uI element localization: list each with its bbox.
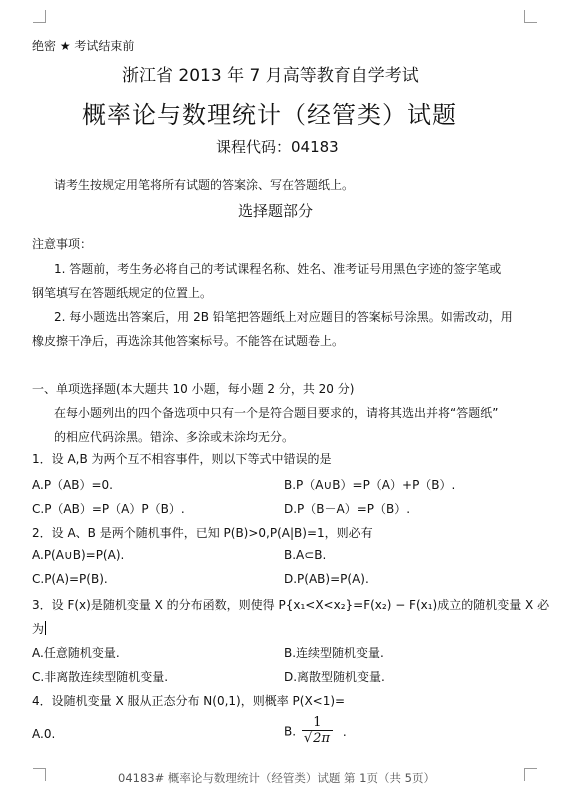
- note-1-line-2: 钢笔填写在答题纸规定的位置上。: [32, 286, 213, 300]
- q2-option-d: D.P(AB)=P(A).: [284, 572, 369, 586]
- page-footer: 04183# 概率论与数理统计（经管类）试题 第 1页（共 5页）: [118, 771, 435, 785]
- section-title: 选择题部分: [238, 202, 314, 220]
- q3-option-d: D.离散型随机变量.: [284, 670, 385, 684]
- q1-option-c: C.P（AB）=P（A）P（B）.: [32, 502, 185, 516]
- crop-mark-top-right: [524, 10, 537, 23]
- fraction-denominator: [302, 730, 333, 747]
- text-cursor: [45, 621, 46, 635]
- q2-option-c: C.P(A)=P(B).: [32, 572, 108, 586]
- secret-label: 绝密 ★ 考试结束前: [32, 39, 135, 53]
- crop-mark-bottom-left: [33, 768, 46, 781]
- q3-stem-line-1: 3．设 F(x)是随机变量 X 的分布函数，则使得 P{x₁<X<x₂}=F(x₂) − F(x₁)成立的随机变量 X 必: [32, 598, 550, 612]
- q4-option-b-label: B.: [284, 724, 297, 739]
- part1-desc-line-2: 的相应代码涂黑。错涂、多涂或未涂均无分。: [54, 430, 295, 444]
- note-2-line-2: 橡皮擦干净后，再选涂其他答案标号。不能答在试题卷上。: [32, 334, 345, 348]
- q2-stem: 2．设 A、B 是两个随机事件，已知 P(B)>0,P(A|B)=1，则必有: [32, 526, 373, 540]
- fraction-one-over-sqrt-two-pi: [302, 716, 333, 747]
- part1-heading: 一、单项选择题(本大题共 10 小题，每小题 2 分，共 20 分): [32, 382, 355, 396]
- q3-option-c: C.非离散连续型随机变量.: [32, 670, 169, 684]
- q3-stem-line-2: [32, 620, 46, 637]
- q1-option-d: D.P（B－A）=P（B）.: [284, 502, 411, 516]
- crop-mark-top-left: [33, 10, 46, 23]
- q3-option-a: A.任意随机变量.: [32, 646, 120, 660]
- q2-option-a: A.P(A∪B)=P(A).: [32, 548, 125, 562]
- instruction-text: 请考生按规定用笔将所有试题的答案涂、写在答题纸上。: [54, 178, 355, 192]
- fraction-numerator: 1: [313, 715, 322, 730]
- q3-stem-end: 为: [32, 622, 45, 636]
- page-title: 概率论与数理统计（经管类）试题: [82, 101, 457, 129]
- q4-option-b: [284, 716, 347, 747]
- course-code: 课程代码：04183: [216, 138, 339, 156]
- q3-option-b: B.连续型随机变量.: [284, 646, 384, 660]
- notes-heading: 注意事项：: [32, 237, 93, 251]
- q2-option-b: B.A⊂B.: [284, 548, 327, 562]
- sqrt-sign: √: [303, 731, 313, 746]
- q1-option-a: A.P（AB）=0.: [32, 478, 113, 492]
- note-2-line-1: 2. 每小题选出答案后，用 2B 铅笔把答题纸上对应题目的答案标号涂黑。如需改动，用: [54, 310, 513, 324]
- sqrt-radicand: 2π: [313, 731, 330, 746]
- crop-mark-bottom-right: [524, 768, 537, 781]
- exam-name: 浙江省 2013 年 7 月高等教育自学考试: [122, 66, 419, 86]
- part1-desc-line-1: 在每小题列出的四个备选项中只有一个是符合题目要求的，请将其选出并将“答题纸”: [54, 406, 499, 420]
- q4-option-a: A.0.: [32, 727, 56, 741]
- q4-option-b-period: .: [342, 724, 347, 739]
- q1-stem: 1．设 A,B 为两个互不相容事件，则以下等式中错误的是: [32, 452, 332, 466]
- q1-option-b: B.P（A∪B）=P（A）+P（B）.: [284, 478, 456, 492]
- q4-stem: 4．设随机变量 X 服从正态分布 N(0,1)，则概率 P(X<1)=: [32, 694, 346, 708]
- note-1-line-1: 1. 答题前，考生务必将自己的考试课程名称、姓名、准考证号用黑色字迹的签字笔或: [54, 262, 502, 276]
